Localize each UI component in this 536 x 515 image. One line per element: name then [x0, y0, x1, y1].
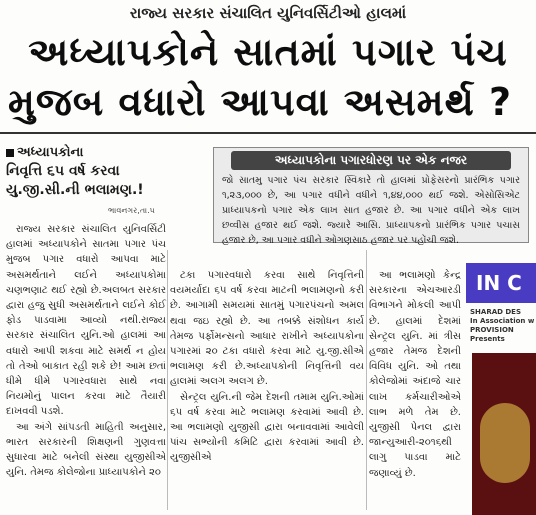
side-headline: [6, 143, 206, 200]
ad-logo-line: PROVISION: [470, 326, 514, 334]
ad-logo-text: [466, 308, 536, 344]
article-column-1: [6, 222, 166, 480]
column-divider: [366, 250, 367, 510]
ad-banner: IN C: [466, 263, 536, 303]
side-headline-line-1: અધ્યાપકોના: [17, 145, 84, 160]
col3-paragraph-1: આ ભલામણો કેન્દ્ર સરકારના એચઆરડી વિભાગને મોકલી આપી છે. હાલમાં દેશમાં સેન્ટ્રલ યુનિ. માં ત્રીસ હજાર તેમજ દેશની વિવિધ યુનિ. ઓ તથા કોલેજોમાં અંદાજે ચાર લાખ કર્મચારીઓએ લાભ મળે તેમ છે. યુજીસી પેનલ દ્વારા જાન્યુઆરી-૨૦૧૬થી લાગુ પાડવા માટે જણાવ્યું છે.: [369, 270, 461, 479]
side-headline-line-2: નિવૃત્તિ ૬૫ વર્ષ કરવા: [6, 163, 120, 179]
side-headline-line-3: યુ.જી.સી.ની ભલામણ.!: [6, 182, 144, 198]
col1-paragraph-2: આ અંગે સાંપડતી માહિતી અનુસાર, ભારત સરકારની શિક્ષણની ગુણવત્તા સુધારવા માટે બનેલી સંસ્થા યુજીસીએ યુનિ. તેમજ કોલેજોના પ્રાધ્યાપકોને ૨૦: [6, 421, 166, 479]
headline-rule: [0, 132, 536, 134]
bullet-square-icon: [6, 149, 14, 157]
headline-line-2: મુજબ વધારો આપવા અસમર્થ ?: [8, 80, 513, 124]
info-box-title: અધ્યાપકોના પગારધોરણ પર એક નજર: [231, 151, 511, 170]
ad-image-glow: [480, 403, 530, 483]
ad-image: [472, 353, 536, 515]
ad-logo-line: In Association w: [470, 317, 535, 325]
headline-line-1: અધ્યાપકોને સાતમાં પગાર પંચ: [28, 30, 508, 74]
dateline: ભાવનગર,તા.૫: [108, 206, 155, 215]
kicker-line: રાજ્ય સરકાર સંચાલિત યુનિવર્સિટીઓ હાલમાં: [129, 4, 407, 22]
col2-paragraph-1: ટકા પગારવધારો કરવા સાથે નિવૃત્તિની વયમર્યાદા ૬૫ વર્ષ કરવા માટની ભલામણનો કરી છે. આગામી સમયમાં સાતમું પગારપંચનો અમલ થવા જઇ રહ્યો છે. આ તબક્કે સંશોધન કાર્ય તેમજ પર્ફોમન્સનો આધાર રાખીને અધ્યાપકોના પગારમાં ૨૦ ટકા વધારો કરવા માટે યુ.જી.સીએ ભલામણ કરી છે.અધ્યાપકોની નિવૃત્તિની વય હાલમાં અલગ અલગ છે.: [170, 270, 364, 388]
ad-logo-line: Presents: [470, 335, 505, 343]
column-divider: [167, 250, 168, 510]
salary-info-box: [213, 147, 529, 246]
ad-logo-line: SHARAD DES: [470, 308, 522, 316]
info-box-body: જો સાતમુ પગાર પંચ સરકાર સ્વિકારે તો હાલમાં પ્રોફેસરનો પ્રારંભિક પગાર ૧,૨૩,૦૦૦ છે, આ પગાર વધીને વધીને ૧,૪૪,૦૦૦ થઈ જશે. એસોસિએટ પ્રાધ્યાપકનો પગાર એક લાખ સાત હજાર છે. આ પગાર વધીને એક લાખ છવ્વીસ હજાર થઈ જશે. જ્યારે આસિ. પ્રાધ્યાપકનો પ્રારંભિક પગાર પચાસ હજાર છે, આ પગાર વધીને ઓગણસાઠ હજાર પર પહોંચી જશે.: [222, 175, 520, 246]
advertisement: [466, 253, 536, 515]
article-column-2: [170, 268, 364, 466]
col2-paragraph-2: સેન્ટ્રલ યુનિ.ની જેમ દેશની તમામ યુનિ.ઓમાં ૬૫ વર્ષ કરવા માટે ભલામણ કરવામાં આવી છે. આ ભલામણો યુજીસી દ્વારા બનાવવામાં આવેલી પાંચ સભ્યોની કમિટિ દ્વારા કરવામાં આવી છે. યુજીસીએ: [170, 391, 364, 464]
col1-paragraph-1: રાજ્ય સરકાર સંચાલિત યુનિવર્સિટી હાલમાં અધ્યાપકોને સાતમા પગાર પંચ મુજબ પગાર વધારો આપવા માટે અસમર્થતાને લઈને અધ્યાપકોમા ચણભણાટ થઈ રહ્યો છે.અલબત સરકાર દ્વારા હજુ સુધી અસમર્થતાને લઈને કોઈ ફોડ પાડવામા આવ્યો નથી.રાજ્ય સરકાર સંચાલિત યુનિ.ઓ હાલમાં આ વધારો આપી શકવા માટે સમર્થ ન હોય તો તેઓ બાકાત રહી શકે છે! આમ છતાં ધીમે ધીમે પગારવધારા સાથે નવા નિયમોનું પાલન કરવા માટે તૈયારી દાખવવી પડશે.: [6, 224, 166, 418]
article-column-3: [369, 268, 461, 481]
